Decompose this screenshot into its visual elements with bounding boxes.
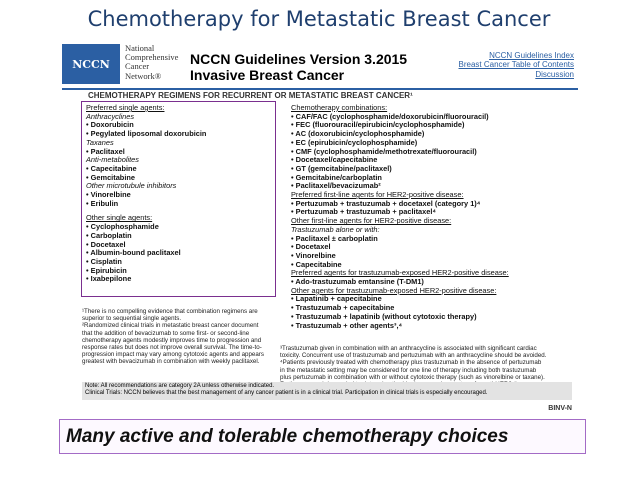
toc-links <box>459 51 574 79</box>
list-item: • Trastuzumab + other agents³,⁴ <box>291 320 403 330</box>
page-code: BINV-N <box>548 405 572 412</box>
footnotes-left <box>82 308 282 366</box>
list-item: • Cyclophosphamide <box>86 222 159 232</box>
list-item: • Trastuzumab + capecitabine <box>291 303 395 313</box>
note-line: Clinical Trials: NCCN believes that the best management of any cancer patient is in a clinical trial. Participation in clinical trials is especially encouraged. <box>85 390 488 396</box>
header-divider <box>62 88 578 90</box>
combination-regimens-list <box>291 104 509 330</box>
list-item: • EC (epirubicin/cyclophosphamide) <box>291 137 418 147</box>
footnote-line: greatest with bevacizumab in combination with weekly paclitaxel. <box>82 358 260 366</box>
drug-class-label: Anti-metabolites <box>86 155 139 165</box>
footnote-line: ³Trastuzumab given in combination with an anthracycline is associated with significant cardiac <box>280 345 537 352</box>
note-line: Note: All recommendations are category 2A unless otherwise indicated. <box>85 383 275 389</box>
guideline-header <box>190 52 407 83</box>
list-item: • Cisplatin <box>86 256 122 266</box>
slide-title: Chemotherapy for Metastatic Breast Cancer <box>87 7 551 31</box>
list-item: • Vinorelbine <box>86 190 131 200</box>
footnote-line: that the addition of bevacizumab to some first- or second-line <box>82 329 250 337</box>
guideline-topic: Invasive Breast Cancer <box>190 66 345 83</box>
drug-class-label: Anthracyclines <box>86 111 135 121</box>
list-item: • Carboplatin <box>86 230 132 240</box>
list-heading: Other first-line agents for HER2-positive disease: <box>291 216 452 226</box>
list-item: • Paclitaxel <box>86 146 125 156</box>
footnote-line: plus pertuzumab in combination with or without cytotoxic therapy (such as vinorelbine or taxane). <box>280 373 545 381</box>
list-heading: Preferred agents for trastuzumab-exposed HER2-positive disease: <box>291 268 509 278</box>
list-item: • CMF (cyclophosphamide/methotrexate/fluorouracil) <box>291 146 477 156</box>
discussion-link[interactable]: Discussion <box>535 69 574 79</box>
list-item: • Paclitaxel/bevacizumab² <box>291 181 381 191</box>
list-item: • Docetaxel/capecitabine <box>291 155 378 165</box>
list-item: • Trastuzumab + lapatinib (without cytotoxic therapy) <box>291 311 477 321</box>
list-item: • Capecitabine <box>291 259 342 269</box>
list-item: • Pegylated liposomal doxorubicin <box>86 129 207 139</box>
list-item: • Ixabepilone <box>86 274 132 284</box>
footnote-line: response rates but does not improve overall survival. The time-to- <box>82 344 262 352</box>
list-item: • Paclitaxel ± carboplatin <box>291 233 378 243</box>
list-item: • Capecitabine <box>86 163 137 173</box>
list-item: • AC (doxorubicin/cyclophosphamide) <box>291 129 425 139</box>
logo-text <box>125 44 178 81</box>
caption-box <box>59 419 586 454</box>
list-item: • Lapatinib + capecitabine <box>291 294 382 304</box>
footnote-line: ¹There is no compelling evidence that combination regimens are <box>82 308 258 315</box>
drug-class-label: Other microtubule inhibitors <box>86 181 177 191</box>
list-heading: Chemotherapy combinations: <box>291 103 388 112</box>
guidelines-index-link[interactable]: NCCN Guidelines Index <box>489 51 574 60</box>
list-item: • GT (gemcitabine/paclitaxel) <box>291 163 392 173</box>
single-agents-list <box>86 104 206 284</box>
list-item: • Epirubicin <box>86 265 127 275</box>
list-heading: Other agents for trastuzumab-exposed HER2-positive disease: <box>291 285 497 295</box>
drug-class-label: Taxanes <box>86 137 114 147</box>
footnote-line: chemotherapy agents modestly improves time to progression and <box>82 336 262 344</box>
regimen-heading: CHEMOTHERAPY REGIMENS FOR RECURRENT OR METASTATIC BREAST CANCER¹ <box>88 91 413 100</box>
list-item: • Docetaxel <box>291 242 331 252</box>
list-item: • Pertuzumab + trastuzumab + docetaxel (category 1)⁴ <box>291 198 481 208</box>
list-heading: Other single agents: <box>86 213 153 223</box>
guideline-version: NCCN Guidelines Version 3.2015 <box>190 51 408 67</box>
logo-line: National <box>125 43 155 53</box>
logo-line: Comprehensive <box>125 52 179 63</box>
list-item: • Pertuzumab + trastuzumab + paclitaxel⁴ <box>291 207 437 217</box>
list-item: • Docetaxel <box>86 239 126 249</box>
footnote-line: progression impact may vary among cytotoxic agents and appears <box>82 351 264 359</box>
logo-line: Network® <box>125 70 162 81</box>
list-item: • Gemcitabine/carboplatin <box>291 172 382 182</box>
logo-mark: NCCN <box>72 57 110 71</box>
caption-text: Many active and tolerable chemotherapy choices <box>66 425 509 447</box>
note-box <box>82 382 572 400</box>
drug-class-label: Trastuzumab alone or with: <box>291 224 380 234</box>
list-item: • Albumin-bound paclitaxel <box>86 248 181 258</box>
guideline-page <box>62 44 578 420</box>
list-item: • FEC (fluorouracil/epirubicin/cyclophosphamide) <box>291 120 465 130</box>
footnote-line: ⁴Patients previously treated with chemotherapy plus trastuzumab in the absence of pertuzumab <box>280 359 542 367</box>
logo-line: Cancer <box>125 61 150 72</box>
footnote-line: in the metastatic setting may be considered for one line of therapy including both trastuzumab <box>280 366 537 374</box>
list-item: • CAF/FAC (cyclophosphamide/doxorubicin/fluorouracil) <box>291 111 489 121</box>
list-item: • Eribulin <box>86 198 119 208</box>
footnote-line: toxicity. Concurrent use of trastuzumab and pertuzumab with an anthracycline should be avoided. <box>280 352 547 360</box>
list-heading: Preferred single agents: <box>86 103 165 112</box>
list-item: • Doxorubicin <box>86 120 134 130</box>
list-item: • Gemcitabine <box>86 172 135 182</box>
list-item: • Ado-trastuzumab emtansine (T-DM1) <box>291 277 424 287</box>
footnote-line: ²Randomized clinical trials in metastatic breast cancer document <box>82 322 259 330</box>
footnote-line: superior to sequential single agents. <box>82 315 182 323</box>
list-heading: Preferred first-line agents for HER2-positive disease: <box>291 190 464 200</box>
list-item: • Vinorelbine <box>291 250 336 260</box>
nccn-logo <box>62 44 120 84</box>
table-of-contents-link[interactable]: Breast Cancer Table of Contents <box>458 60 574 70</box>
